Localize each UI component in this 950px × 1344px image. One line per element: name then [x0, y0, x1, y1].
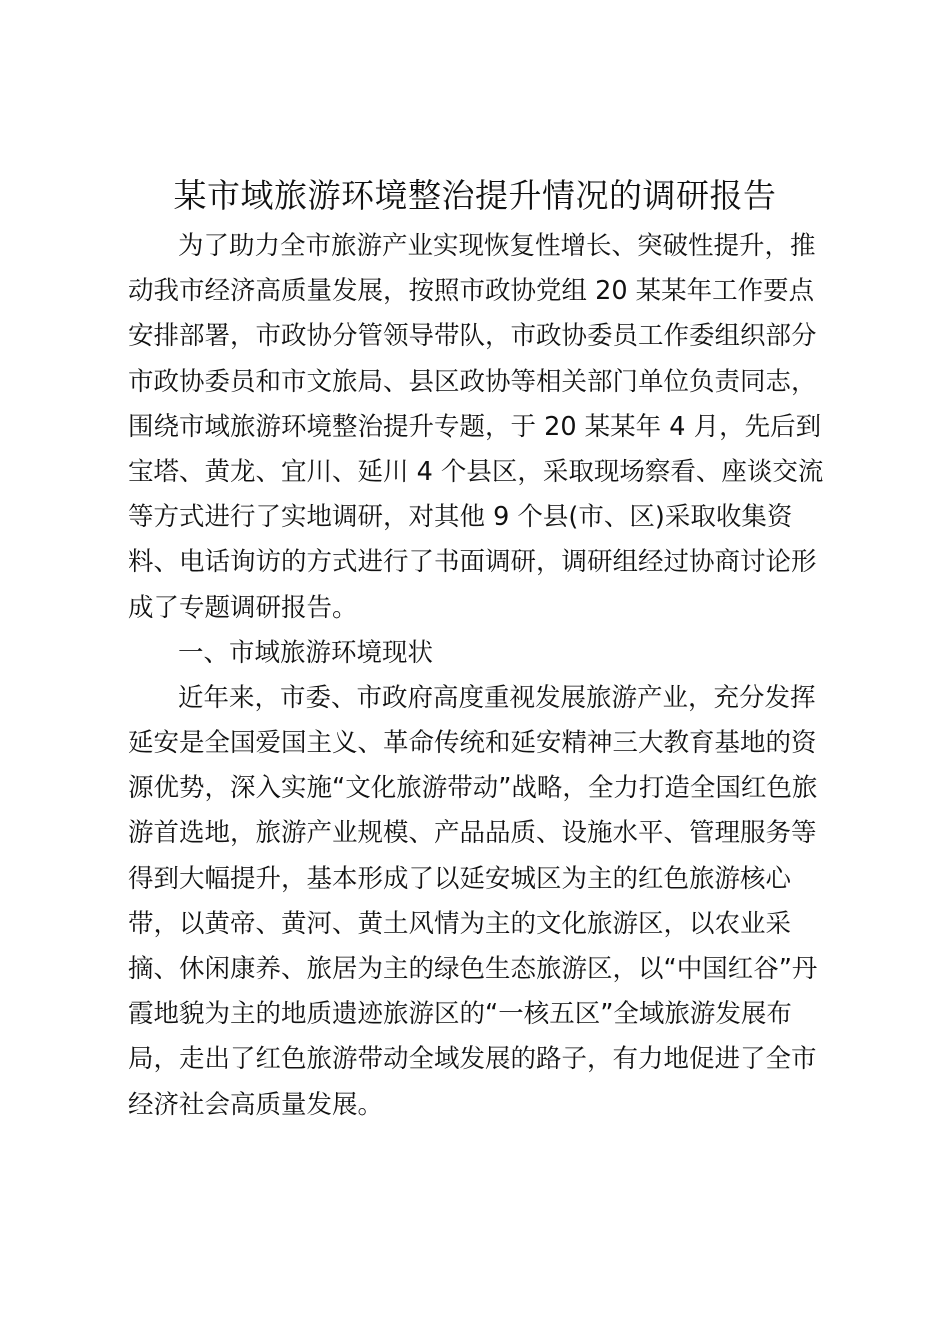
paragraph-line: 动我市经济高质量发展，按照市政协党组 20 某某年工作要点: [128, 276, 815, 307]
paragraph-line: 得到大幅提升，基本形成了以延安城区为主的红色旅游核心: [128, 863, 792, 894]
paragraph-line: 带，以黄帝、黄河、黄土风情为主的文化旅游区，以农业采: [128, 908, 792, 939]
paragraph-line: 源优势，深入实施“文化旅游带动”战略，全力打造全国红色旅: [128, 773, 818, 804]
paragraph-line: 为了助力全市旅游产业实现恢复性增长、突破性提升，推: [178, 231, 816, 261]
paragraph-line: 经济社会高质量发展。: [128, 1089, 384, 1120]
paragraph-status: [128, 676, 828, 1128]
paragraph-line: 延安是全国爱国主义、革命传统和延安精神三大教育基地的资: [128, 728, 817, 759]
paragraph-line: 料、电话询访的方式进行了书面调研，调研组经过协商讨论形: [128, 547, 817, 578]
section-heading: 一、市域旅游环境现状: [178, 637, 434, 668]
paragraph-line: 霞地貌为主的地质遗迹旅游区的“一核五区”全域旅游发展布: [128, 999, 792, 1030]
paragraph-line: 摘、休闲康养、旅居为主的绿色生态旅游区，以“中国红谷”丹: [128, 954, 818, 984]
paragraph-line: 安排部署，市政协分管领导带队，市政协委员工作委组织部分: [128, 321, 817, 352]
paragraph-line: 市政协委员和市文旅局、县区政协等相关部门单位负责同志，: [128, 366, 817, 397]
document-body: [128, 224, 828, 1128]
document-title: 某市域旅游环境整治提升情况的调研报告: [173, 176, 777, 215]
paragraph-intro: [128, 224, 828, 631]
paragraph-line: 围绕市域旅游环境整治提升专题，于 20 某某年 4 月，先后到: [128, 411, 822, 442]
paragraph-line: 游首选地，旅游产业规模、产品品质、设施水平、管理服务等: [128, 818, 817, 849]
paragraph-line: 宝塔、黄龙、宜川、延川 4 个县区，采取现场察看、座谈交流: [128, 456, 824, 487]
paragraph-line: 成了专题调研报告。: [128, 592, 358, 623]
paragraph-line: 局，走出了红色旅游带动全域发展的路子，有力地促进了全市: [128, 1044, 817, 1075]
paragraph-line: 近年来，市委、市政府高度重视发展旅游产业，充分发挥: [178, 682, 816, 713]
paragraph-line: 等方式进行了实地调研，对其他 9 个县(市、区)采取收集资: [128, 502, 793, 533]
